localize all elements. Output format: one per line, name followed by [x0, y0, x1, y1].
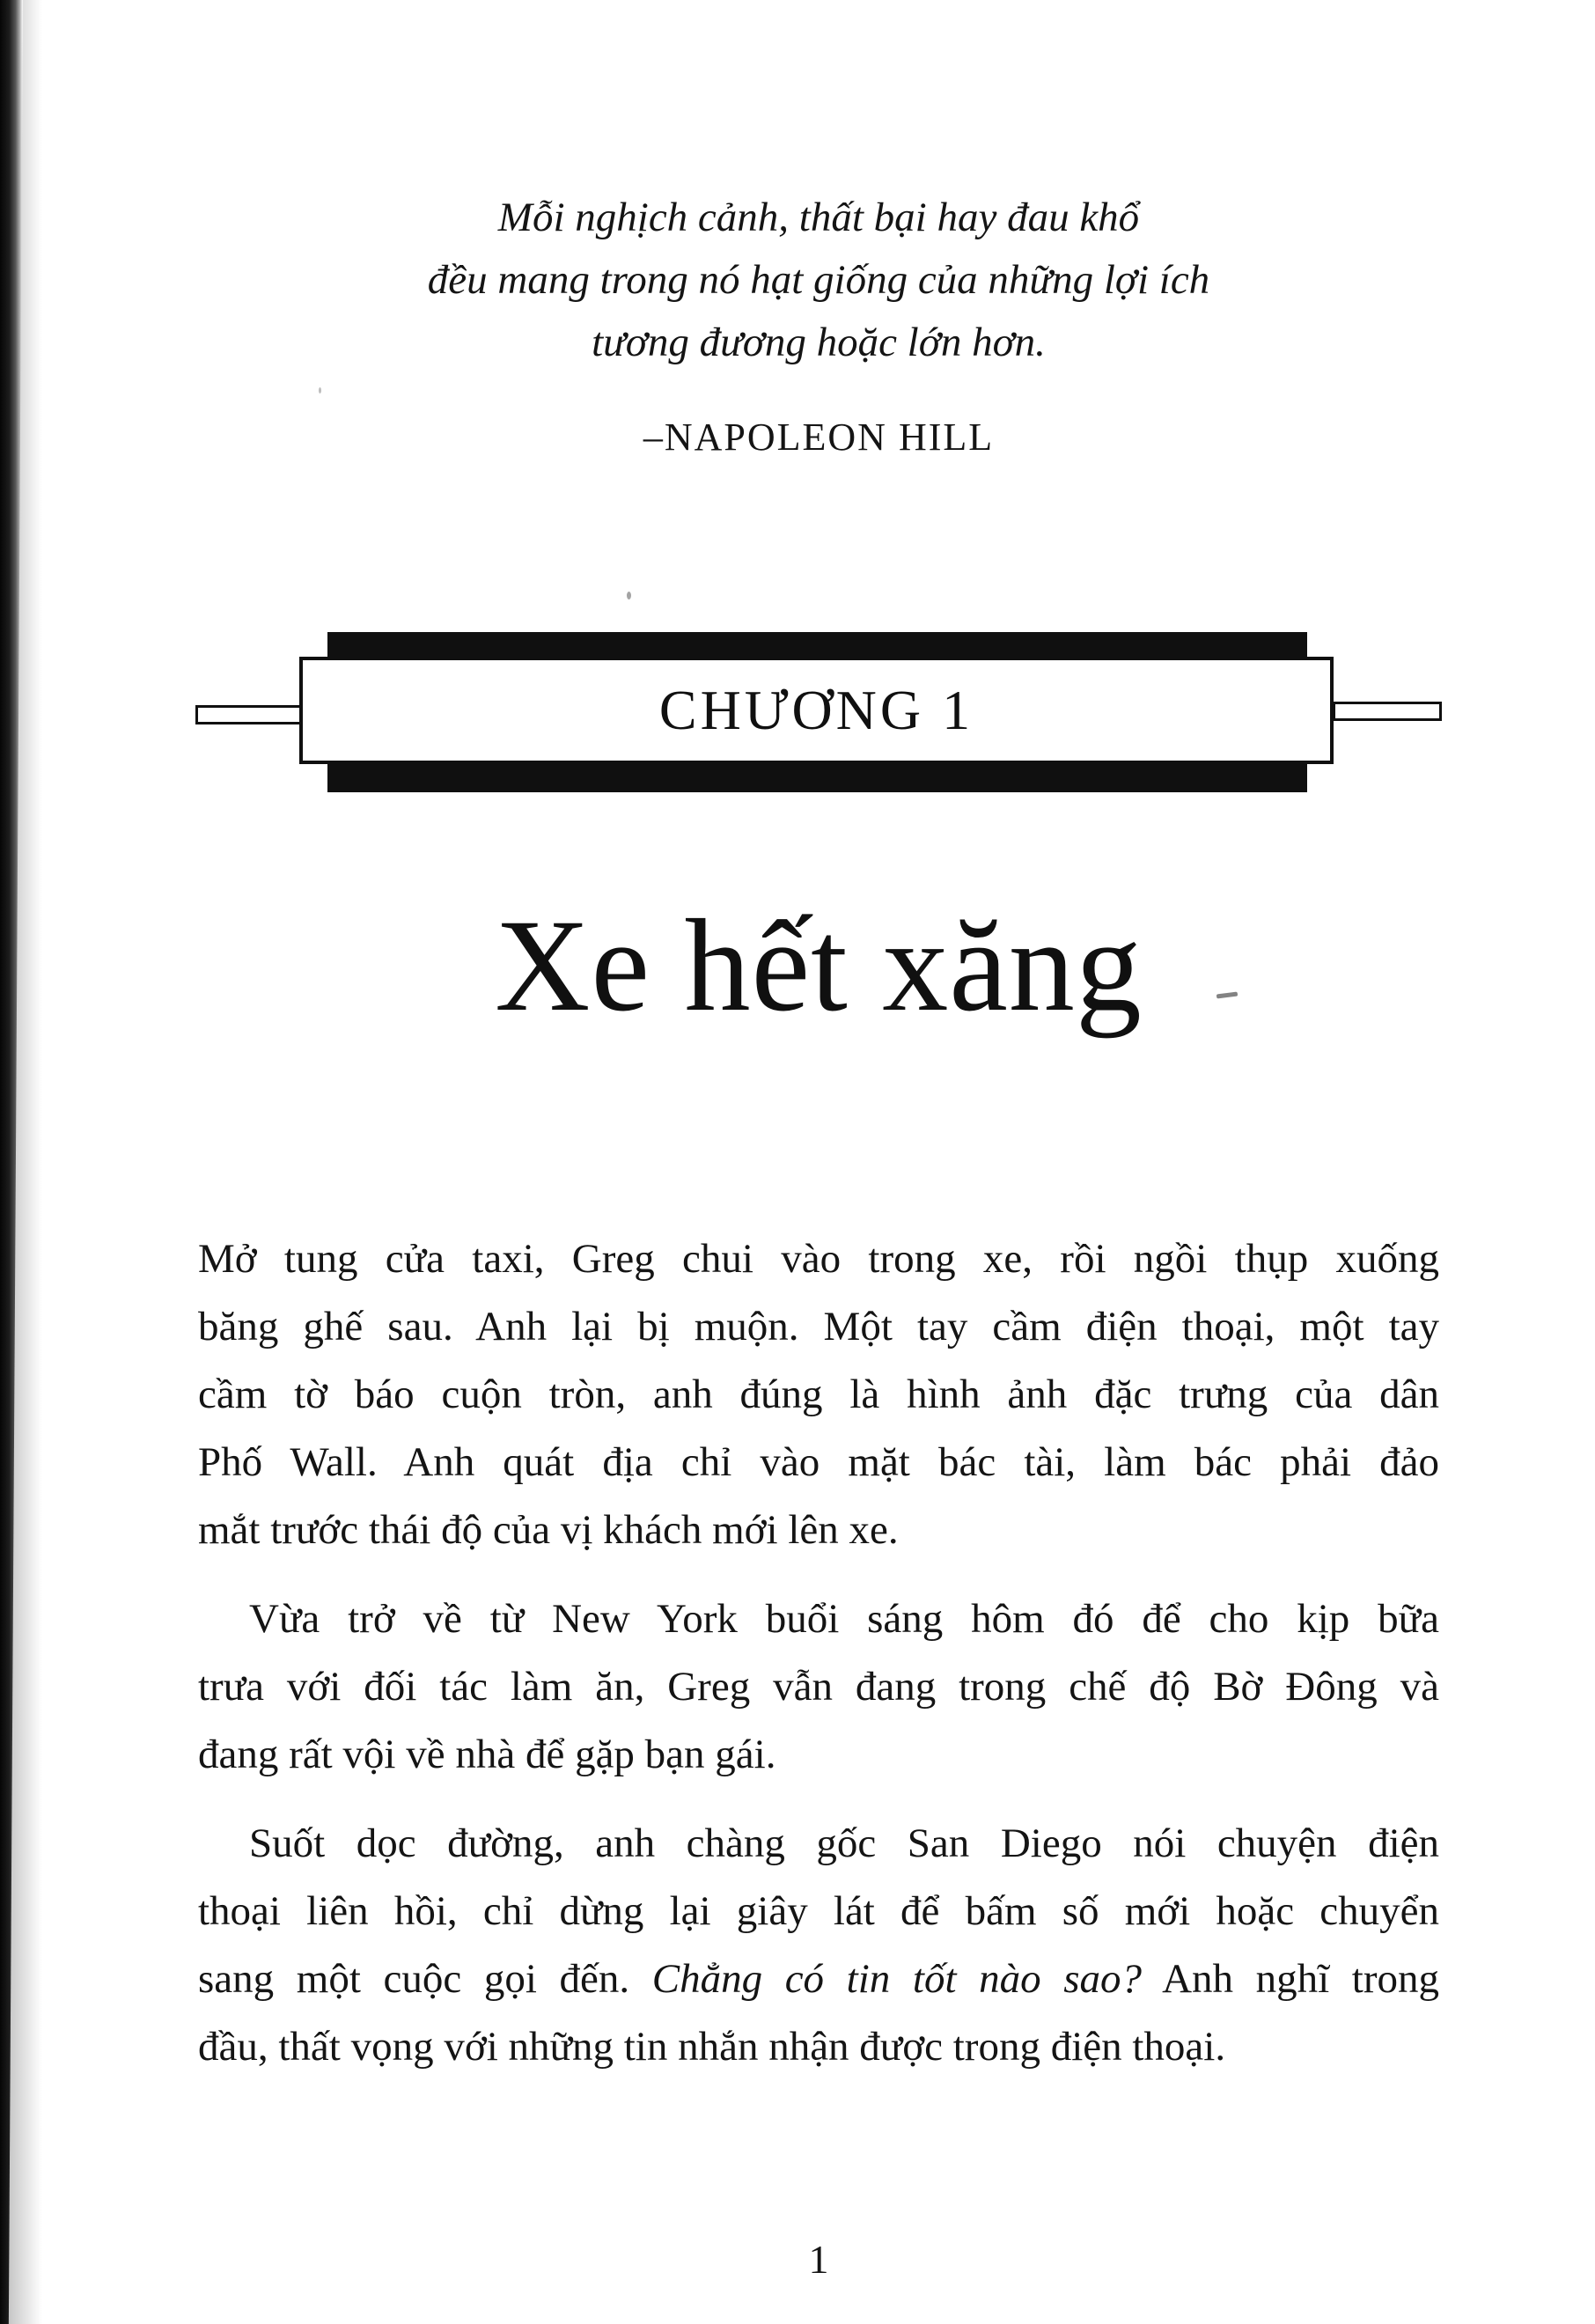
- body-line: đang rất vội về nhà để gặp bạn gái.: [198, 1732, 776, 1777]
- body-line-segment-italic: Chẳng có tin tốt nào sao?: [651, 1956, 1143, 2002]
- chapter-title: Xe hết xăng: [495, 893, 1143, 1039]
- body-line: Suốt dọc đường, anh chàng gốc San Diego nói chuyện điện: [249, 1820, 1439, 1866]
- body-line: thoại liên hồi, chỉ dừng lại giây lát để bấm số mới hoặc chuyển: [198, 1888, 1439, 1934]
- body-line: cầm tờ báo cuộn tròn, anh đúng là hình ảnh đặc trưng của dân: [198, 1372, 1439, 1417]
- chapter-banner-label: CHƯƠNG 1: [658, 679, 974, 741]
- epigraph-line: đều mang trong nó hạt giống của những lợi ích: [427, 257, 1210, 303]
- body-line: trưa với đối tác làm ăn, Greg vẫn đang trong chế độ Bờ Đông và: [198, 1664, 1439, 1710]
- chapter-banner-left-rod: [195, 705, 305, 724]
- body-line: đầu, thất vọng với những tin nhắn nhận được trong điện thoại.: [198, 2024, 1226, 2070]
- paragraph: [198, 1585, 1439, 1789]
- body-line: Phố Wall. Anh quát địa chỉ vào mặt bác tài, làm bác phải đảo: [198, 1439, 1439, 1485]
- epigraph: [198, 187, 1439, 468]
- chapter-banner-right-rod: [1333, 702, 1442, 721]
- body-line: [198, 1945, 1439, 2013]
- body-line-segment: Anh nghĩ trong: [1142, 1956, 1440, 2002]
- body-text: [198, 1225, 1439, 2102]
- scan-artifact-speck: [627, 592, 631, 599]
- epigraph-attribution: –NAPOLEON HILL: [643, 416, 995, 459]
- paragraph: [198, 1810, 1439, 2081]
- scan-artifact-speck: [319, 387, 321, 393]
- body-line: Vừa trở về từ New York buổi sáng hôm đó để cho kịp bữa: [249, 1596, 1439, 1642]
- epigraph-line: tương đương hoặc lớn hơn.: [592, 320, 1046, 365]
- paragraph: [198, 1225, 1439, 1564]
- body-line: Mở tung cửa taxi, Greg chui vào trong xe, rồi ngồi thụp xuống: [198, 1236, 1439, 1282]
- epigraph-line: Mỗi nghịch cảnh, thất bại hay đau khổ: [497, 195, 1140, 240]
- page-number: 1: [808, 2237, 829, 2282]
- chapter-banner-bottom-bar: [327, 762, 1307, 792]
- chapter-banner: [299, 657, 1334, 764]
- body-line-segment: sang một cuộc gọi đến.: [198, 1956, 652, 2002]
- body-line: mắt trước thái độ của vị khách mới lên xe.: [198, 1507, 899, 1553]
- body-line: băng ghế sau. Anh lại bị muộn. Một tay cầm điện thoại, một tay: [198, 1304, 1439, 1350]
